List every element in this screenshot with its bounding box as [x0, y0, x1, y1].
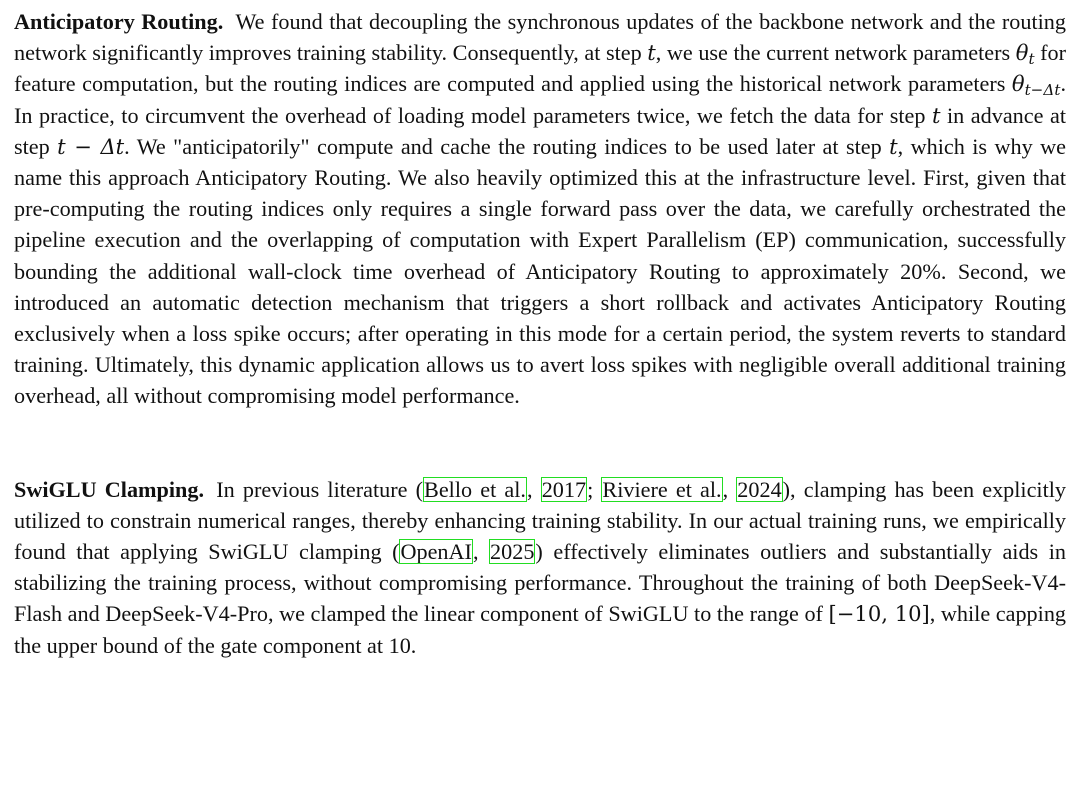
math-variable-t: t: [889, 133, 898, 159]
paragraph-swiglu-clamping: [14, 474, 1066, 661]
math-subscript: t−Δt: [1024, 81, 1061, 100]
math-variable-t: t: [931, 102, 941, 128]
math-expression-t-minus-dt: t − Δt: [57, 133, 125, 159]
citation-separator: ,: [472, 539, 490, 565]
math-symbol: θ: [1011, 71, 1025, 97]
body-text: in advance at step: [14, 102, 1066, 159]
citation-link-openai-year[interactable]: 2025: [490, 539, 535, 565]
body-text: We found that decoupling the synchronous updates of the backbone network and the routing network significantly improves training stability. Consequently, at step: [14, 9, 1066, 66]
math-variable-t: t: [647, 40, 656, 66]
paragraph-heading: SwiGLU Clamping.: [14, 476, 205, 502]
citation-link-openai-authors[interactable]: OpenAI: [400, 539, 472, 565]
math-symbol: θ: [1015, 40, 1029, 66]
citation-link-bello-year[interactable]: 2017: [541, 476, 587, 502]
body-text: In previous literature (: [216, 476, 424, 502]
body-text: ) effectively eliminates outliers and substantially aids in stabilizing the training process, without compromising performance. Throughout the training of both DeepSeek-V4-Flash and DeepSeek-V4-Pro, we clamped the linear component of SwiGLU to the range of: [14, 539, 1066, 627]
math-subscript: t: [1028, 49, 1035, 68]
citation-separator: ,: [526, 476, 541, 502]
body-text: , which is why we name this approach Anticipatory Routing. We also heavily optimized this at the infrastructure level. First, given that pre-computing the routing indices only requires a single forward pass over the data, we carefully orchestrated the pipeline execution and the overlapping of computation with Expert Parallelism (EP) communication, successfully bounding the additional wall-clock time overhead of Anticipatory Routing to approximately 20%. Second, we introduced an automatic detection mechanism that triggers a short rollback and activates Anticipatory Routing exclusively when a loss spike occurs; after operating in this mode for a certain period, the system reverts to standard training. Ultimately, this dynamic application allows us to avert loss spikes with negligible overall additional training overhead, all without compromising model performance.: [14, 133, 1066, 409]
body-text: , we use the current network parameters: [655, 40, 1016, 66]
body-text: . In practice, to circumvent the overhead of loading model parameters twice, we fetch the data for step: [14, 71, 1066, 128]
math-theta-t: [1015, 40, 1035, 68]
citation-link-riviere-authors[interactable]: Riviere et al.: [602, 476, 722, 502]
body-text: for feature computation, but the routing indices are computed and applied using the historical network parameters: [14, 40, 1067, 97]
citation-link-riviere-year[interactable]: 2024: [737, 476, 782, 502]
body-text: ), clamping has been explicitly utilized to constrain numerical ranges, thereby enhancing training stability. In our actual training runs, we empirically found that applying SwiGLU clamping (: [14, 476, 1067, 565]
paragraph-anticipatory-routing: [14, 6, 1066, 412]
body-text: , while capping the upper bound of the gate component at 10.: [14, 601, 1067, 658]
math-theta-t-minus-dt: [1011, 71, 1061, 100]
paragraph-heading: Anticipatory Routing.: [14, 9, 224, 34]
math-range: [−10, 10]: [828, 601, 930, 627]
body-text: . We "anticipatorily" compute and cache the routing indices to be used later at step: [124, 133, 890, 159]
citation-separator: ,: [722, 476, 737, 502]
citation-link-bello-authors[interactable]: Bello et al.: [424, 476, 526, 502]
citation-separator: ;: [587, 476, 602, 502]
